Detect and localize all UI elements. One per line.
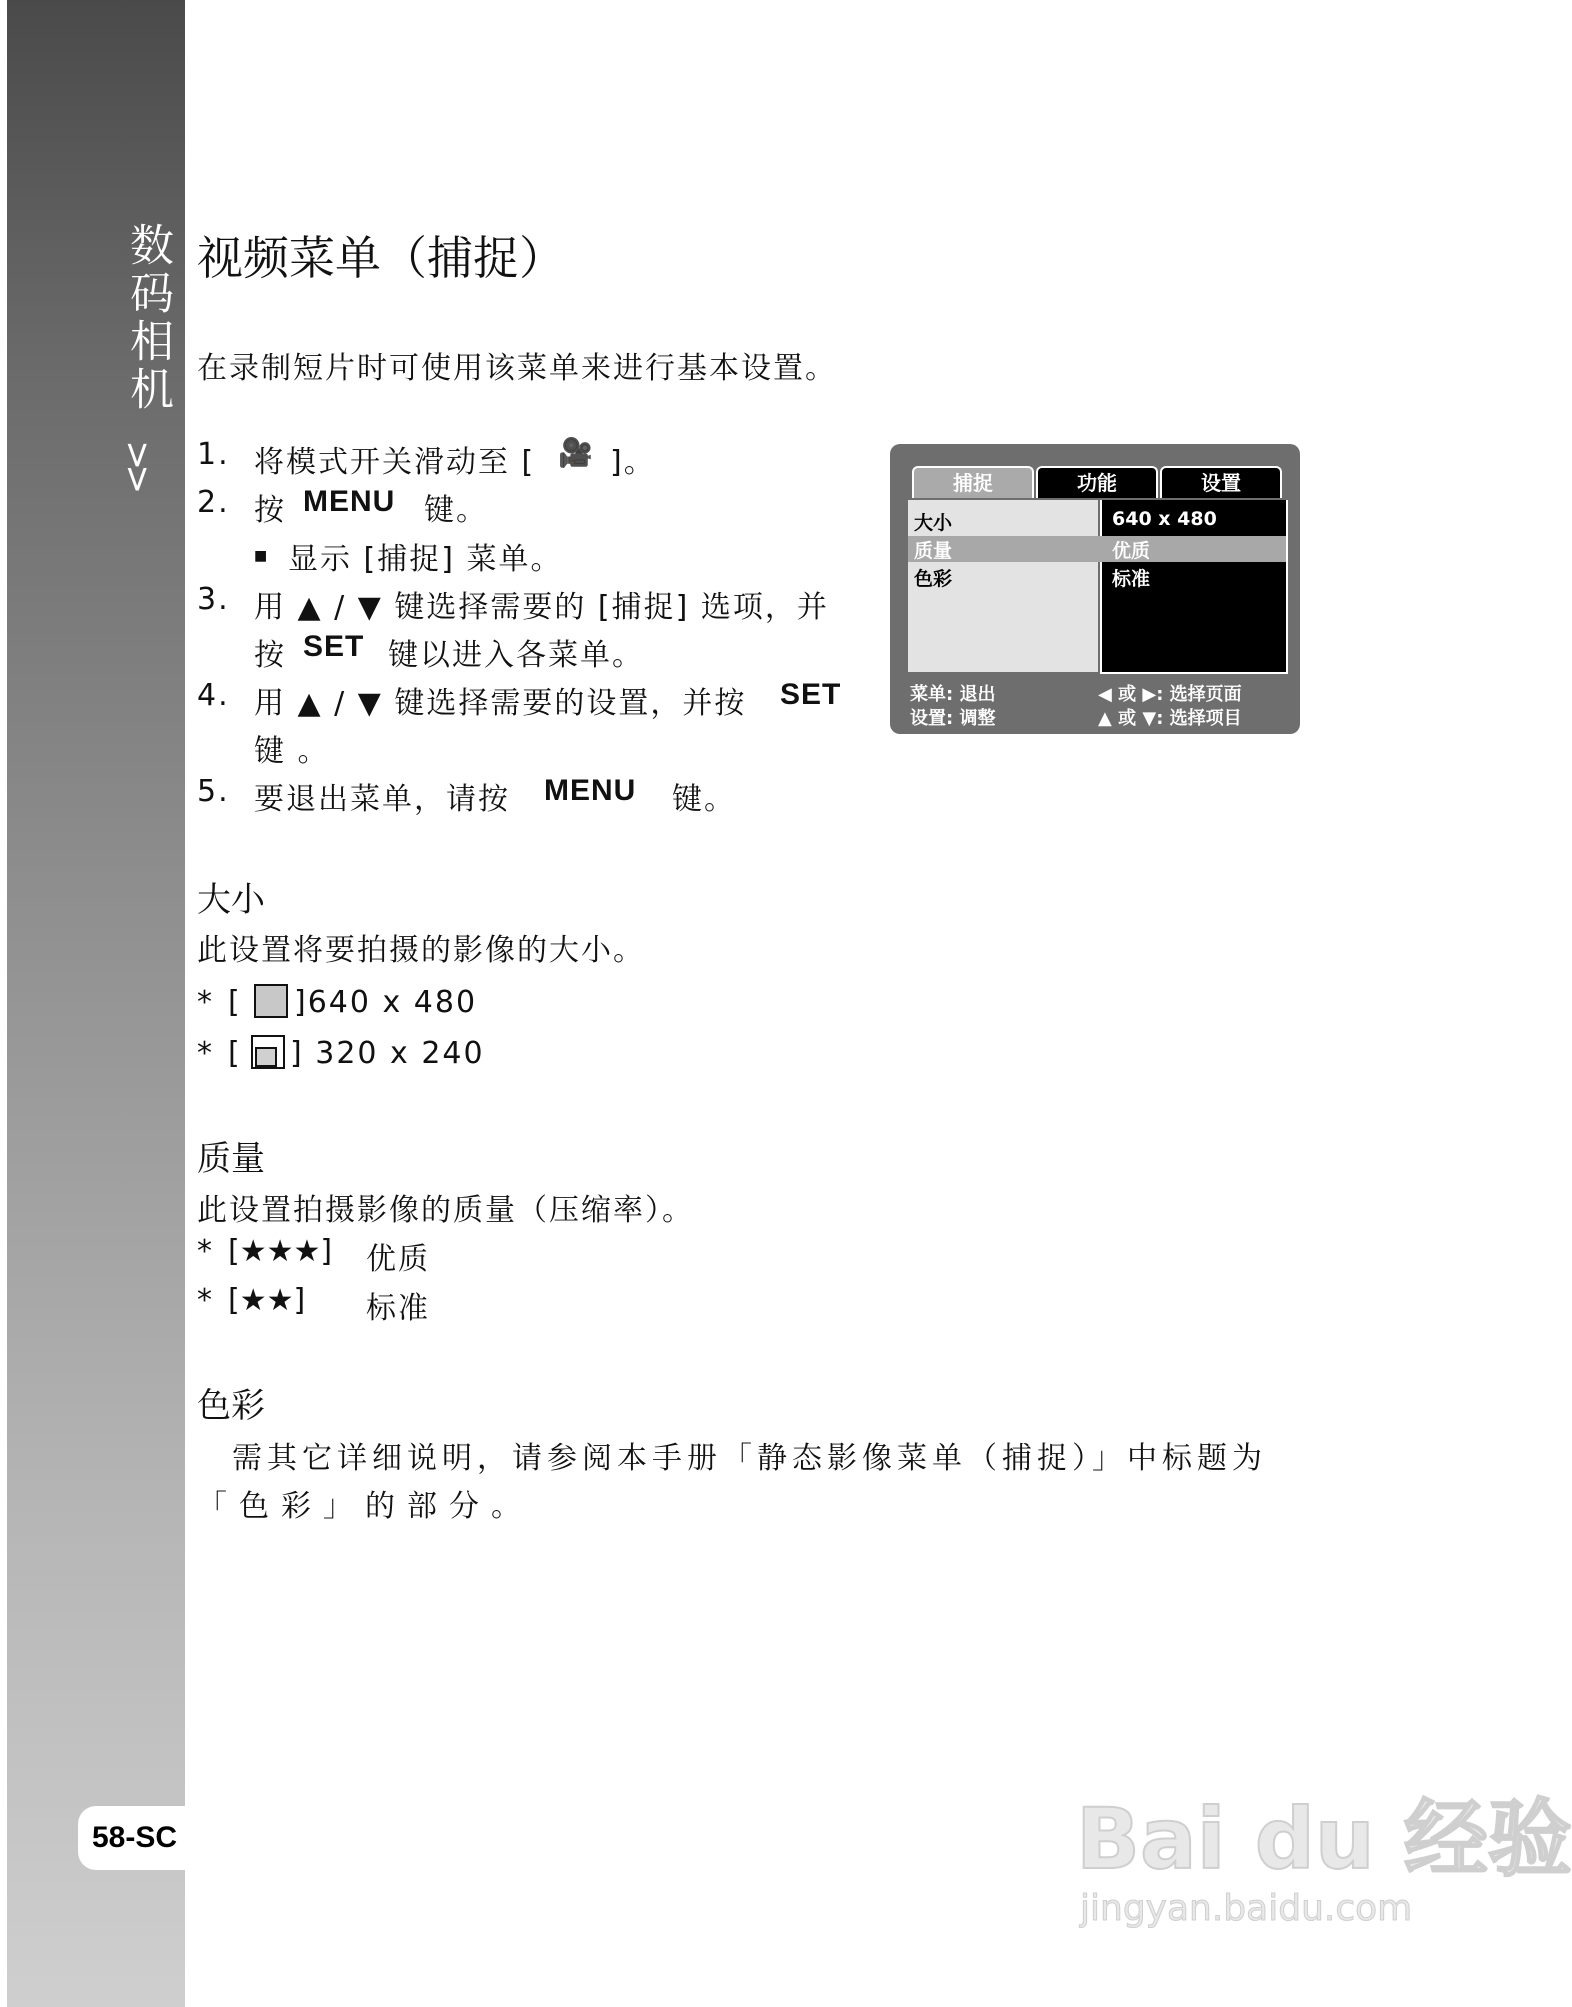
tab-function: 功能 — [1036, 466, 1158, 498]
menu-option: 640 x 480 — [1112, 508, 1217, 530]
bracket: [ — [228, 1036, 242, 1071]
set-key-label: SET — [780, 678, 842, 711]
quality-option-fine: 优质 — [366, 1242, 430, 1277]
step-text: 用 ▲ / ▼ 键选择需要的 [捕捉] 选项，并 — [254, 590, 829, 625]
menu-footer-hint: 设置: 调整 — [910, 708, 996, 729]
menu-key-label: MENU — [303, 485, 396, 518]
step-text: 键 。 — [254, 734, 330, 769]
menu-footer-hint: 菜单: 退出 — [910, 684, 996, 705]
step-number: 3. — [197, 582, 230, 617]
menu-key-label: MENU — [544, 774, 637, 807]
size-option-320: ] 320 x 240 — [290, 1036, 485, 1071]
page-title: 视频菜单（捕捉） — [197, 231, 565, 285]
selection-highlight — [908, 536, 1286, 562]
bullet-square-icon: ■ — [254, 548, 268, 564]
menu-option: 优质 — [1112, 540, 1151, 562]
size-description: 此设置将要拍摄的影像的大小。 — [197, 933, 645, 968]
size-320-icon — [250, 1034, 286, 1074]
bullet: * — [197, 1036, 214, 1071]
bullet: * — [197, 1234, 214, 1269]
step-text: 用 ▲ / ▼ 键选择需要的设置，并按 — [254, 686, 747, 721]
bracket: [ — [228, 985, 242, 1020]
menu-footer-hint: ◀ 或 ▶: 选择页面 — [1098, 684, 1242, 705]
tab-capture: 捕捉 — [912, 466, 1034, 498]
section-heading-size: 大小 — [197, 880, 265, 920]
sidebar-title: 数码相机 — [122, 222, 173, 414]
movie-camera-icon: 🎥 — [558, 436, 593, 469]
color-description-cont: 「色彩」的部分。 — [197, 1489, 533, 1524]
quality-option-standard: 标准 — [366, 1291, 430, 1326]
step-text: 要退出菜单，请按 — [254, 782, 510, 817]
sidebar — [7, 0, 185, 2007]
step-text: 键。 — [672, 782, 736, 817]
menu-item-size: 大小 — [914, 512, 953, 534]
size-option-640: ]640 x 480 — [294, 985, 478, 1020]
step-text: 将模式开关滑动至 [ — [254, 445, 536, 480]
step-number: 4. — [197, 678, 230, 713]
tab-setup: 设置 — [1160, 466, 1282, 498]
page-number: 58-SC — [78, 1806, 190, 1870]
size-640-icon — [253, 983, 289, 1023]
step-number: 1. — [197, 437, 230, 472]
color-description: 需其它详细说明，请参阅本手册「静态影像菜单（捕捉）」中标题为 — [232, 1441, 1267, 1476]
section-heading-quality: 质量 — [197, 1139, 265, 1179]
quality-description: 此设置拍摄影像的质量（压缩率）。 — [197, 1193, 694, 1228]
step-subtext: 显示 [捕捉] 菜单。 — [288, 542, 563, 577]
baidu-watermark-logo: Bai du 经验 — [1076, 1790, 1572, 1888]
intro-text: 在录制短片时可使用该菜单来进行基本设置。 — [197, 351, 837, 386]
step-text: 键。 — [424, 493, 488, 528]
camera-menu-screen — [890, 444, 1300, 734]
step-number: 2. — [197, 485, 230, 520]
step-number: 5. — [197, 774, 230, 809]
step-text: ]。 — [610, 445, 656, 480]
step-text: 按 — [254, 638, 286, 673]
baidu-watermark-url: jingyan.baidu.com — [1080, 1888, 1413, 1929]
menu-item-color: 色彩 — [914, 568, 953, 590]
step-text: 按 — [254, 493, 286, 528]
chevron-right-icon: >> — [117, 440, 158, 489]
menu-option: 标准 — [1112, 568, 1151, 590]
step-text: 键以进入各菜单。 — [388, 638, 644, 673]
three-star-icon: [★★★] — [228, 1234, 333, 1269]
menu-footer-hint: ▲ 或 ▼: 选择项目 — [1098, 708, 1242, 729]
two-star-icon: [★★] — [228, 1283, 306, 1318]
bullet: * — [197, 1283, 214, 1318]
bullet: * — [197, 985, 214, 1020]
section-heading-color: 色彩 — [197, 1386, 265, 1426]
menu-item-quality: 质量 — [914, 540, 953, 562]
set-key-label: SET — [303, 630, 365, 663]
